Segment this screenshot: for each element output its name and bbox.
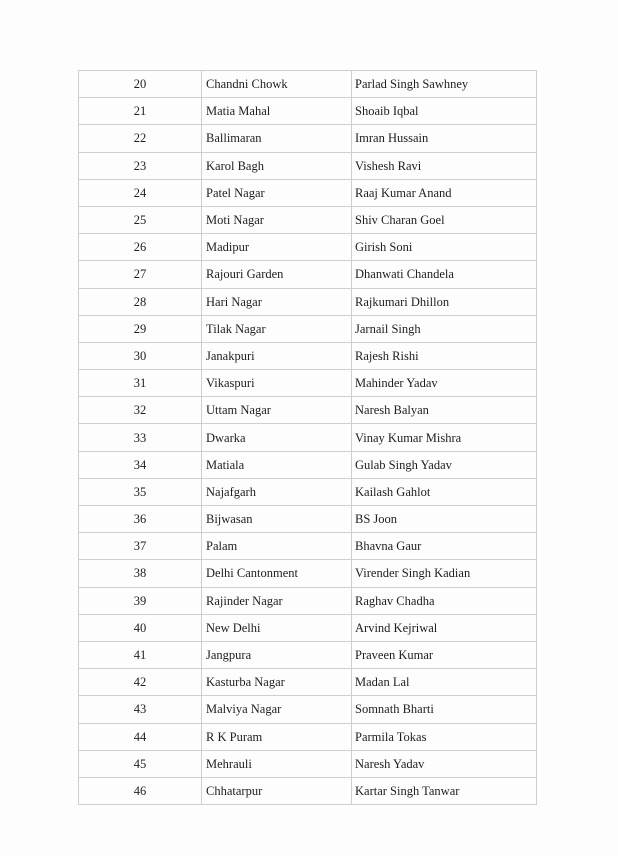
serial-number-cell: 22 bbox=[79, 125, 202, 152]
table-row bbox=[79, 641, 537, 668]
candidate-name-cell: Bhavna Gaur bbox=[352, 533, 537, 560]
constituency-cell: Janakpuri bbox=[202, 342, 352, 369]
table-row bbox=[79, 234, 537, 261]
table-row bbox=[79, 370, 537, 397]
table-row bbox=[79, 750, 537, 777]
candidate-name-cell: Somnath Bharti bbox=[352, 696, 537, 723]
constituency-cell: Patel Nagar bbox=[202, 179, 352, 206]
serial-number-cell: 32 bbox=[79, 397, 202, 424]
table-row bbox=[79, 669, 537, 696]
constituency-cell: Matia Mahal bbox=[202, 98, 352, 125]
constituency-cell: Matiala bbox=[202, 451, 352, 478]
constituency-cell: Chandni Chowk bbox=[202, 71, 352, 98]
candidate-table bbox=[78, 70, 537, 805]
table-row bbox=[79, 261, 537, 288]
table-row bbox=[79, 179, 537, 206]
candidate-name-cell: Praveen Kumar bbox=[352, 641, 537, 668]
table-row bbox=[79, 315, 537, 342]
constituency-cell: Dwarka bbox=[202, 424, 352, 451]
table-row bbox=[79, 206, 537, 233]
constituency-cell: Bijwasan bbox=[202, 506, 352, 533]
constituency-cell: Rajouri Garden bbox=[202, 261, 352, 288]
serial-number-cell: 26 bbox=[79, 234, 202, 261]
candidate-name-cell: Imran Hussain bbox=[352, 125, 537, 152]
serial-number-cell: 40 bbox=[79, 614, 202, 641]
serial-number-cell: 25 bbox=[79, 206, 202, 233]
serial-number-cell: 23 bbox=[79, 152, 202, 179]
candidate-name-cell: Virender Singh Kadian bbox=[352, 560, 537, 587]
serial-number-cell: 38 bbox=[79, 560, 202, 587]
candidate-name-cell: Naresh Balyan bbox=[352, 397, 537, 424]
constituency-cell: Jangpura bbox=[202, 641, 352, 668]
constituency-cell: Malviya Nagar bbox=[202, 696, 352, 723]
table-row bbox=[79, 424, 537, 451]
table-row bbox=[79, 696, 537, 723]
constituency-cell: Ballimaran bbox=[202, 125, 352, 152]
table-row bbox=[79, 587, 537, 614]
table-row bbox=[79, 288, 537, 315]
candidate-name-cell: Shoaib Iqbal bbox=[352, 98, 537, 125]
candidate-name-cell: Rajkumari Dhillon bbox=[352, 288, 537, 315]
constituency-cell: Kasturba Nagar bbox=[202, 669, 352, 696]
serial-number-cell: 30 bbox=[79, 342, 202, 369]
candidate-name-cell: Parlad Singh Sawhney bbox=[352, 71, 537, 98]
table-row bbox=[79, 342, 537, 369]
table-row bbox=[79, 397, 537, 424]
candidate-name-cell: Shiv Charan Goel bbox=[352, 206, 537, 233]
table-row bbox=[79, 125, 537, 152]
table-row bbox=[79, 723, 537, 750]
constituency-cell: Najafgarh bbox=[202, 478, 352, 505]
serial-number-cell: 31 bbox=[79, 370, 202, 397]
constituency-cell: Rajinder Nagar bbox=[202, 587, 352, 614]
table-row bbox=[79, 451, 537, 478]
constituency-cell: Moti Nagar bbox=[202, 206, 352, 233]
serial-number-cell: 36 bbox=[79, 506, 202, 533]
candidate-name-cell: Vishesh Ravi bbox=[352, 152, 537, 179]
serial-number-cell: 34 bbox=[79, 451, 202, 478]
candidate-name-cell: BS Joon bbox=[352, 506, 537, 533]
serial-number-cell: 45 bbox=[79, 750, 202, 777]
candidate-name-cell: Arvind Kejriwal bbox=[352, 614, 537, 641]
serial-number-cell: 24 bbox=[79, 179, 202, 206]
serial-number-cell: 44 bbox=[79, 723, 202, 750]
serial-number-cell: 46 bbox=[79, 777, 202, 804]
serial-number-cell: 37 bbox=[79, 533, 202, 560]
constituency-cell: Uttam Nagar bbox=[202, 397, 352, 424]
serial-number-cell: 29 bbox=[79, 315, 202, 342]
serial-number-cell: 21 bbox=[79, 98, 202, 125]
table-row bbox=[79, 614, 537, 641]
constituency-cell: Delhi Cantonment bbox=[202, 560, 352, 587]
candidate-name-cell: Gulab Singh Yadav bbox=[352, 451, 537, 478]
candidate-name-cell: Mahinder Yadav bbox=[352, 370, 537, 397]
candidate-name-cell: Raghav Chadha bbox=[352, 587, 537, 614]
constituency-cell: Madipur bbox=[202, 234, 352, 261]
constituency-cell: New Delhi bbox=[202, 614, 352, 641]
table-row bbox=[79, 71, 537, 98]
table-row bbox=[79, 506, 537, 533]
constituency-cell: Hari Nagar bbox=[202, 288, 352, 315]
candidate-name-cell: Vinay Kumar Mishra bbox=[352, 424, 537, 451]
table-row bbox=[79, 478, 537, 505]
serial-number-cell: 43 bbox=[79, 696, 202, 723]
candidate-name-cell: Jarnail Singh bbox=[352, 315, 537, 342]
candidate-name-cell: Raaj Kumar Anand bbox=[352, 179, 537, 206]
candidate-name-cell: Naresh Yadav bbox=[352, 750, 537, 777]
table-row bbox=[79, 777, 537, 804]
candidate-name-cell: Parmila Tokas bbox=[352, 723, 537, 750]
candidate-name-cell: Kartar Singh Tanwar bbox=[352, 777, 537, 804]
candidate-name-cell: Girish Soni bbox=[352, 234, 537, 261]
candidate-name-cell: Rajesh Rishi bbox=[352, 342, 537, 369]
table-row bbox=[79, 98, 537, 125]
serial-number-cell: 27 bbox=[79, 261, 202, 288]
constituency-cell: Mehrauli bbox=[202, 750, 352, 777]
serial-number-cell: 28 bbox=[79, 288, 202, 315]
constituency-cell: Palam bbox=[202, 533, 352, 560]
constituency-cell: Tilak Nagar bbox=[202, 315, 352, 342]
serial-number-cell: 35 bbox=[79, 478, 202, 505]
table-row bbox=[79, 533, 537, 560]
candidate-name-cell: Dhanwati Chandela bbox=[352, 261, 537, 288]
constituency-cell: Karol Bagh bbox=[202, 152, 352, 179]
table-row bbox=[79, 152, 537, 179]
constituency-cell: Vikaspuri bbox=[202, 370, 352, 397]
serial-number-cell: 20 bbox=[79, 71, 202, 98]
candidate-name-cell: Kailash Gahlot bbox=[352, 478, 537, 505]
serial-number-cell: 39 bbox=[79, 587, 202, 614]
candidate-name-cell: Madan Lal bbox=[352, 669, 537, 696]
serial-number-cell: 42 bbox=[79, 669, 202, 696]
constituency-cell: Chhatarpur bbox=[202, 777, 352, 804]
constituency-cell: R K Puram bbox=[202, 723, 352, 750]
candidate-table-body bbox=[79, 71, 537, 805]
serial-number-cell: 33 bbox=[79, 424, 202, 451]
serial-number-cell: 41 bbox=[79, 641, 202, 668]
table-row bbox=[79, 560, 537, 587]
